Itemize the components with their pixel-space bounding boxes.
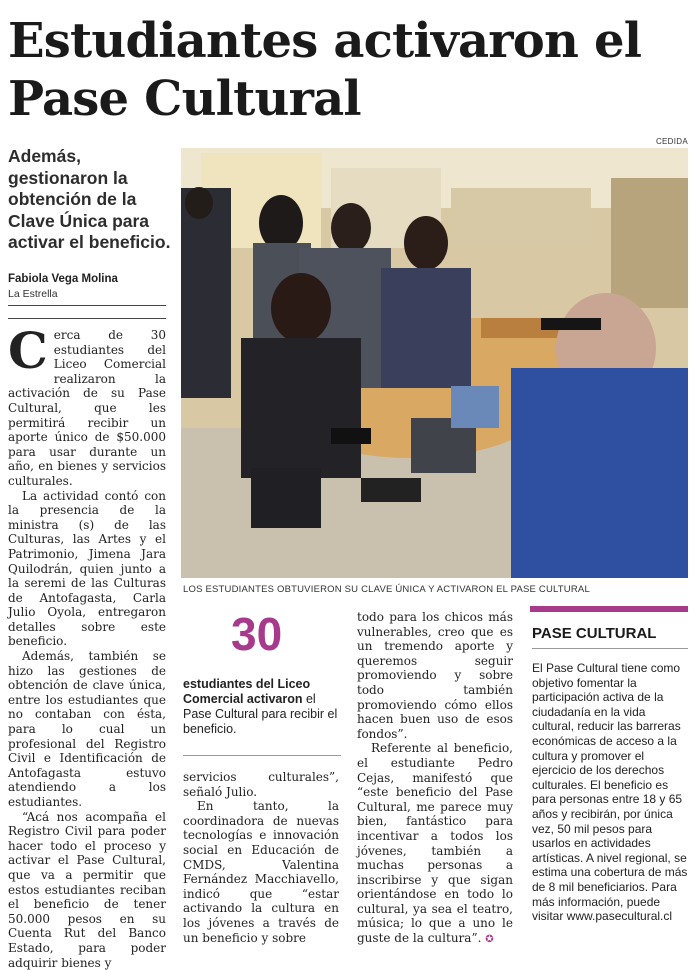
photo-caption: LOS ESTUDIANTES OBTUVIERON SU CLAVE ÚNICA Y ACTIVARON EL PASE CULTURAL — [183, 584, 590, 595]
end-mark-icon: ✪ — [485, 934, 494, 946]
byline-divider — [8, 305, 166, 306]
pullquote-number: 30 — [231, 608, 283, 660]
pullquote-text — [183, 677, 343, 737]
classroom-photo-illustration — [181, 148, 688, 578]
body-paragraph: servicios culturales”, señaló Julio. — [183, 770, 339, 799]
sidebar-title: PASE CULTURAL — [532, 625, 657, 642]
body-paragraph: todo para los chicos más vulnerables, creo que es un tremendo aporte y queremos seguir promoviendo y sobre todo también promoviendo cómo ellos hacen buen uso de esos fondos”. — [357, 610, 513, 741]
pullquote-bold: estudiantes del Liceo Comercial activaron — [183, 677, 311, 706]
headline: Estudiantes activaron el Pase Cultural — [8, 13, 642, 127]
body-paragraph: Además, también se hizo las gestiones de obtención de clave única, entre los estudiantes que no contaban con ésta, para lo cual un profesional del Registro Civil e Identificación de Antofagasta estuvo atendiendo a los estudiantes. — [8, 649, 166, 809]
body-paragraph: La actividad contó con la presencia de la ministra (s) de las Culturas, las Artes y el Patrimonio, Jimena Jara Quilodrán, quien junto a la seremi de las Culturas de Antofagasta, Carla Julio Oyola, entregaron detalles sobre este beneficio. — [8, 488, 166, 649]
deck: Además, gestionaron la obtención de la Clave Única para activar el beneficio. — [8, 146, 171, 252]
body-column-1 — [8, 321, 166, 970]
sidebar-title-divider — [532, 648, 688, 649]
body-column-2 — [183, 770, 339, 945]
body-column-3 — [357, 610, 513, 948]
photo-credit: CEDIDA — [655, 137, 688, 146]
pullquote-rest: el Pase Cultural para recibir el beneficio. — [183, 692, 338, 736]
dropcap: C — [8, 321, 48, 380]
sidebar-accent-bar — [530, 606, 688, 612]
article-photo — [181, 148, 688, 578]
sidebar-text: El Pase Cultural tiene como objetivo fomentar la participación activa de la ciudadanía en la vida cultural, reducir las barreras económicas de acceso a la cultura y promover el ejercicio de los derechos culturales. El beneficio es para personas entre 18 y 65 años y recibirán, por única vez, 50 mil pesos para usarlos en actividades artísticas. A nivel regional, se estima una cobertura de más de 8 mil beneficiarios. Para más información, puede visitar www.pasecultural.cl — [532, 661, 688, 924]
body-paragraph: Referente al beneficio, el estudiante Pedro Cejas, manifestó que “este beneficio del Pase Cultural, me parece muy bien, fantástico para incentivar a todos los jóvenes, también a muchas personas a inscribirse y que sigan orientándose en todo lo cultural, ya sea el teatro, música; lo que a uno le guste de la cultura”. — [357, 741, 513, 946]
author-name: Fabiola Vega Molina — [8, 273, 118, 285]
body-paragraph: erca de 30 estudiantes del Liceo Comercial realizaron la activación de su Pase Cultural, que les permitirá recibir un aporte único de $50.000 para usar durante un año, en bienes y servicios culturales. — [8, 328, 166, 488]
body-paragraph: En tanto, la coordinadora de nuevas tecnologías e innovación social en Educación de CMDS, Valentina Fernández Macchiavello, indicó que “estar activando la cultura en los jóvenes a través de un beneficio y sobre — [183, 799, 339, 945]
outlet-name: La Estrella — [8, 288, 58, 300]
pullquote-divider — [183, 755, 341, 756]
body-paragraph: “Acá nos acompaña el Registro Civil para poder hacer todo el proceso y activar el Pase Cultural, que va a permitir que estos estudiantes reciban el beneficio de tener 50.000 pesos en su Cuenta Rut del Banco Estado, para poder adquirir bienes y — [8, 809, 166, 970]
column-rule-top — [8, 318, 166, 319]
